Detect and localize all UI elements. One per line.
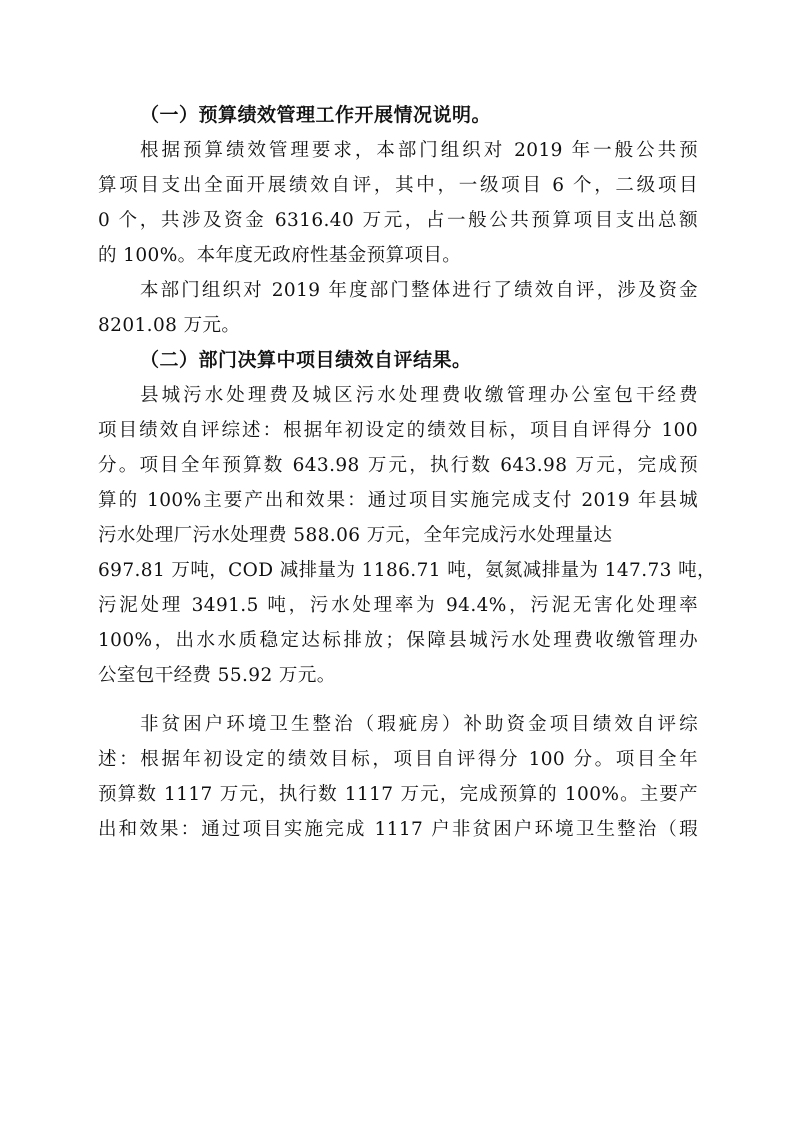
text-line: 算项目支出全面开展绩效自评，其中，一级项目 6 个，二级项目 xyxy=(98,175,698,196)
text-line: 污水处理厂污水处理费 588.06 万元，全年完成污水处理量达 xyxy=(98,525,613,546)
text-line: 项目绩效自评综述：根据年初设定的绩效目标，项目自评得分 100 xyxy=(98,420,698,441)
text-line: 100%，出水水质稳定达标排放；保障县城污水处理费收缴管理办 xyxy=(98,630,698,651)
text-line: 出和效果：通过项目实施完成 1117 户非贫困户环境卫生整治（瑕 xyxy=(98,819,698,840)
text-line: 本部门组织对 2019 年度部门整体进行了绩效自评，涉及资金 xyxy=(140,280,698,301)
text-line: 县城污水处理费及城区污水处理费收缴管理办公室包干经费 xyxy=(140,385,698,406)
text-line: 分。项目全年预算数 643.98 万元，执行数 643.98 万元，完成预 xyxy=(98,455,698,476)
text-line: 8201.08 万元。 xyxy=(98,315,241,336)
text-line: 0 个，共涉及资金 6316.40 万元，占一般公共预算项目支出总额 xyxy=(98,210,698,231)
document-body xyxy=(98,98,716,847)
section-heading-2: （二）部门决算中项目绩效自评结果。 xyxy=(140,349,472,371)
paragraph-sewage-project xyxy=(98,378,716,693)
paragraph-project-self-evaluation xyxy=(98,133,698,273)
text-line: 697.81 万吨，COD 减排量为 1186.71 吨，氨氮减排量为 147.73 吨， xyxy=(98,560,716,581)
text-line: 预算数 1117 万元，执行数 1117 万元，完成预算的 100%。主要产 xyxy=(98,784,699,805)
text-line: 的 100%。本年度无政府性基金预算项目。 xyxy=(98,245,462,266)
text-line: 污泥处理 3491.5 吨，污水处理率为 94.4%，污泥无害化处理率 xyxy=(98,595,698,616)
text-line: 算的 100%主要产出和效果：通过项目实施完成支付 2019 年县城 xyxy=(98,490,698,511)
section-heading-1: （一）预算绩效管理工作开展情况说明。 xyxy=(140,104,492,126)
paragraph-gap xyxy=(98,693,698,707)
text-line: 公室包干经费 55.92 万元。 xyxy=(98,665,336,686)
text-line: 根据预算绩效管理要求，本部门组织对 2019 年一般公共预 xyxy=(140,140,698,161)
paragraph-department-self-evaluation xyxy=(98,273,698,343)
text-line: 非贫困户环境卫生整治（瑕疵房）补助资金项目绩效自评综 xyxy=(140,714,698,735)
paragraph-sanitation-project xyxy=(98,707,698,847)
text-line: 述：根据年初设定的绩效目标，项目自评得分 100 分。项目全年 xyxy=(98,749,698,770)
